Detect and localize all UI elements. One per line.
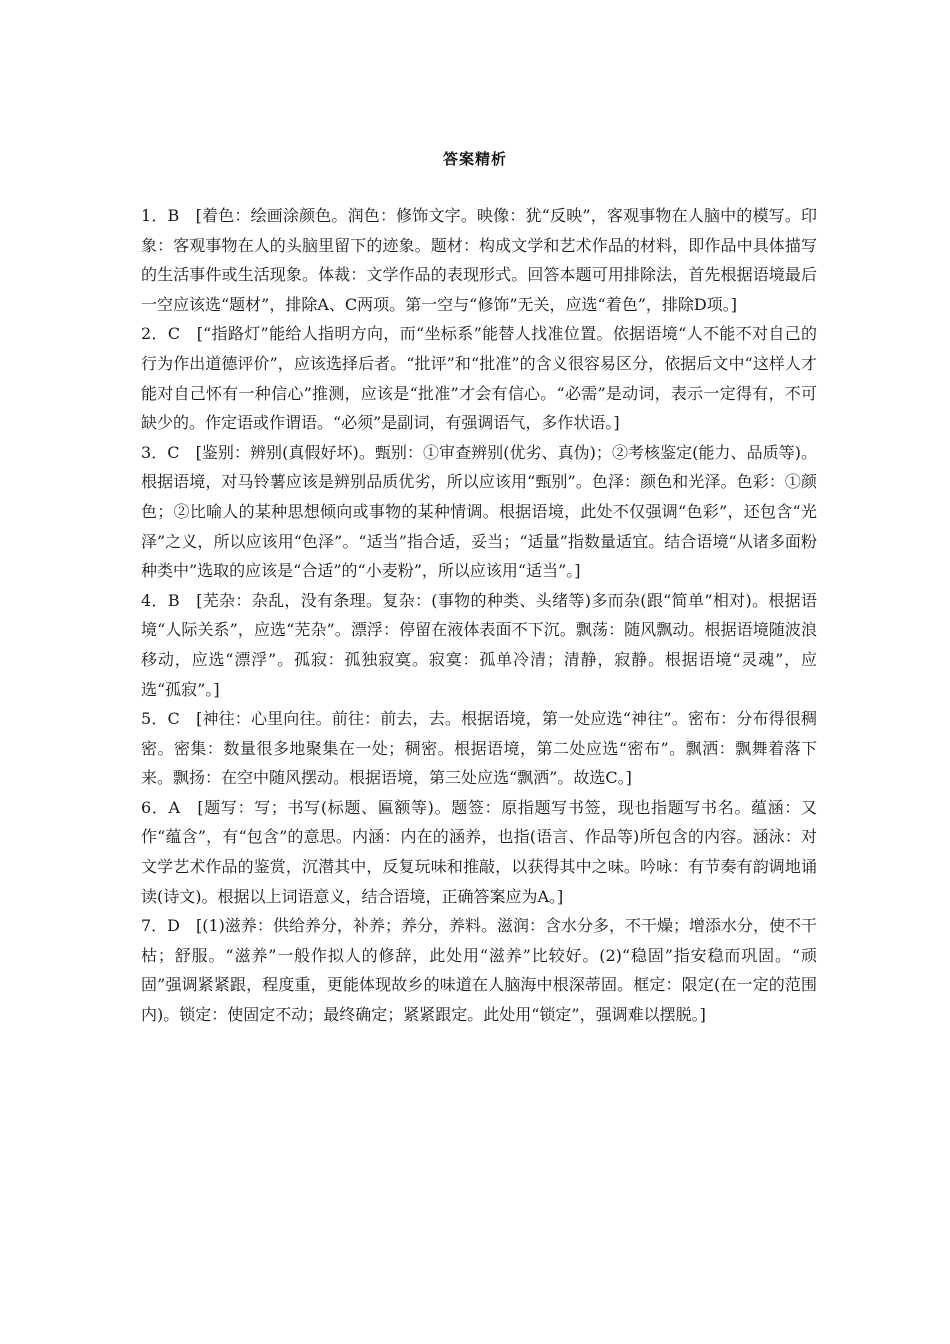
answer-item-2: 2．C [“指路灯”能给人指明方向，而“坐标系”能替人找准位置。依据语境“人不能不对自己的行为作出道德评价”，应该选择后者。“批评”和“批准”的含义很容易区分，依据后文中“这样人才能对自己怀有一种信心”推测，应该是“批准”才会有信心。“必需”是动词，表示一定得有，不可缺少的。作定语或作谓语。“必须”是副词，有强调语气，多作状语。]: [141, 324, 817, 433]
answer-item-6: 6．A [题写：写；书写(标题、匾额等)。题签：原指题写书签，现也指题写书名。蕴涵：又作“蕴含”，有“包含”的意思。内涵：内在的涵养，也指(语言、作品等)所包含的内容。涵泳：对文学艺术作品的鉴赏，沉潜其中，反复玩味和推敲，以获得其中之味。吟咏：有节奏有韵调地诵读(诗文)。根据以上词语意义，结合语境，正确答案应为A。]: [141, 797, 817, 906]
answer-list: [141, 201, 817, 1030]
answer-item-3: 3．C [鉴别：辨别(真假好坏)。甄别：①审查辨别(优劣、真伪)；②考核鉴定(能力、品质等)。根据语境，对马铃薯应该是辨别品质优劣，所以应该用“甄别”。色泽：颜色和光泽。色彩：①颜色；②比喻人的某种思想倾向或事物的某种情调。根据语境，此处不仅强调“色彩”，还包含“光泽”之义，所以应该用“色泽”。“适当”指合适，妥当；“适量”指数量适宜。结合语境“从诸多面粉种类中”选取的应该是“合适”的“小麦粉”，所以应该用“适当”。]: [141, 442, 817, 581]
page-title: 答案精析: [442, 150, 507, 168]
answer-item-4: 4．B [芜杂：杂乱，没有条理。复杂：(事物的种类、头绪等)多而杂(跟“简单”相对)。根据语境“人际关系”，应选“芜杂”。漂浮：停留在液体表面不下沉。飘荡：随风飘动。根据语境随波浪移动，应选“漂浮”。孤寂：孤独寂寞。寂寞：孤单冷清；清静，寂静。根据语境“灵魂”，应选“孤寂”。]: [141, 590, 817, 699]
answer-item-5: 5．C [神往：心里向往。前往：前去，去。根据语境，第一处应选“神往”。密布：分布得很稠密。密集：数量很多地聚集在一处；稠密。根据语境，第二处应选“密布”。飘洒：飘舞着落下来。飘扬：在空中随风摆动。根据语境，第三处应选“飘洒”。故选C。]: [141, 709, 817, 788]
answer-item-7: 7．D [(1)滋养：供给养分，补养；养分，养料。滋润：含水分多，不干燥；增添水分，使不干枯；舒服。“滋养”一般作拟人的修辞，此处用“滋养”比较好。(2)“稳固”指安稳而巩固。“顽固”强调紧紧跟，程度重，更能体现故乡的味道在人脑海中根深蒂固。框定：限定(在一定的范围内)。锁定：使固定不动；最终确定；紧紧跟定。此处用“锁定”，强调难以摆脱。]: [141, 916, 817, 1025]
answer-item-1: 1．B [着色：绘画涂颜色。润色：修饰文字。映像：犹“反映”，客观事物在人脑中的模写。印象：客观事物在人的头脑里留下的迹象。题材：构成文学和艺术作品的材料，即作品中具体描写的生活事件或生活现象。体裁：文学作品的表现形式。回答本题可用排除法，首先根据语境最后一空应该选“题材”，排除A、C两项。第一空与“修饰”无关，应选“着色”，排除D项。]: [141, 206, 817, 314]
